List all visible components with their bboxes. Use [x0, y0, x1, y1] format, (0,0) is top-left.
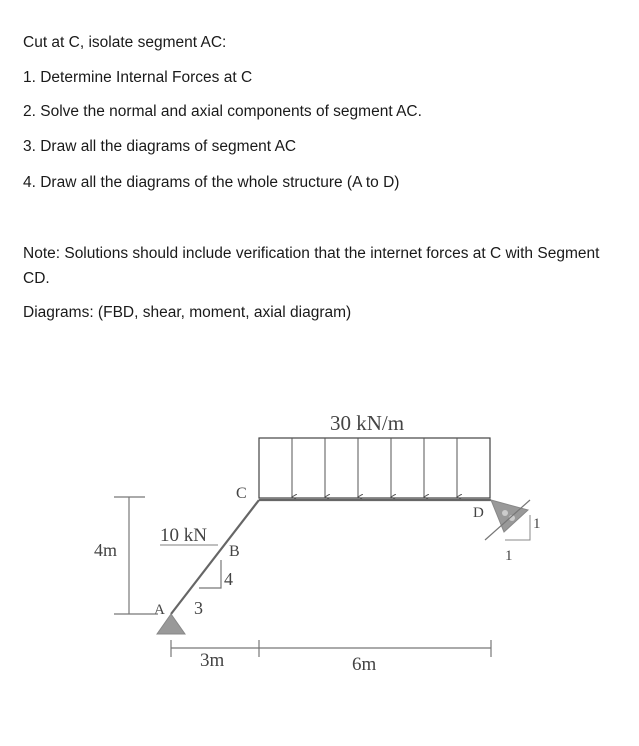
- problem-heading: Cut at C, isolate segment AC:: [23, 34, 227, 51]
- roller-slope-horizontal: 1: [505, 548, 513, 564]
- task-item-2: 2. Solve the normal and axial components of segment AC.: [23, 103, 422, 120]
- slope-run-label: 3: [194, 598, 203, 618]
- point-label-a: A: [154, 602, 165, 618]
- beam: [171, 500, 491, 614]
- point-load-label: 10 kN: [160, 525, 207, 546]
- roller-support: [473, 500, 541, 564]
- task-item-4: 4. Draw all the diagrams of the whole structure (A to D): [23, 174, 400, 191]
- distributed-load: [259, 411, 490, 498]
- slope-rise-label: 4: [224, 569, 233, 589]
- roller-slope-vertical: 1: [533, 516, 541, 532]
- height-label: 4m: [94, 540, 118, 560]
- dim-right-label: 6m: [352, 654, 377, 675]
- point-label-c: C: [236, 485, 247, 502]
- point-label-d: D: [473, 505, 484, 521]
- task-item-3: 3. Draw all the diagrams of segment AC: [23, 138, 297, 155]
- diagrams-line: Diagrams: (FBD, shear, moment, axial diagram): [23, 304, 352, 321]
- slope-triangle: [194, 560, 233, 618]
- note-paragraph: Note: Solutions should include verification that the internet forces at C with Segment CD.: [23, 245, 600, 287]
- point-label-b: B: [229, 543, 240, 560]
- load-label: 30 kN/m: [330, 411, 405, 435]
- span-dimensions: [171, 640, 491, 675]
- dim-left-label: 3m: [200, 650, 225, 671]
- inclined-member: [171, 500, 259, 614]
- height-dimension: [94, 497, 158, 614]
- task-item-1: 1. Determine Internal Forces at C: [23, 69, 253, 86]
- load-box: [259, 438, 490, 498]
